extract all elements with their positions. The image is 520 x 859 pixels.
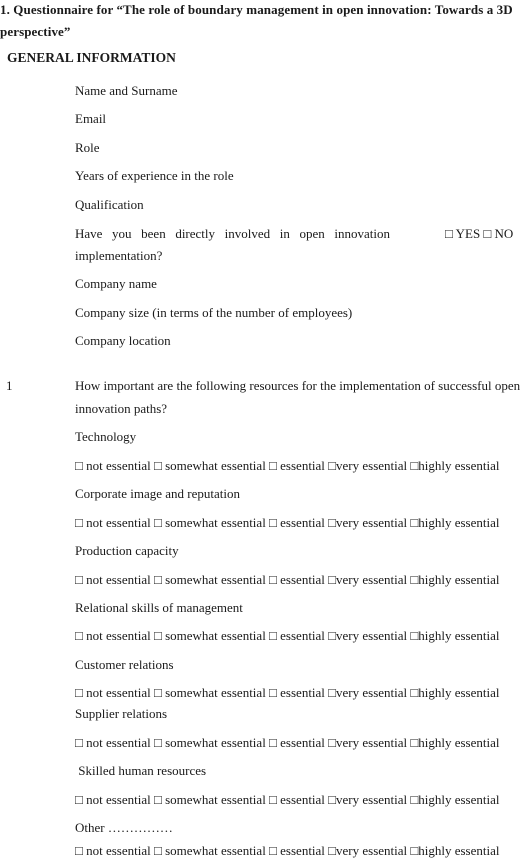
- field-years-experience: Years of experience in the role: [75, 168, 234, 183]
- field-company-size: Company size (in terms of the number of employees): [75, 305, 353, 320]
- section-heading: GENERAL INFORMATION: [7, 50, 176, 65]
- question-text-line1: How important are the following resources for the implementation of successful open: [75, 378, 520, 393]
- resource-item-relational-skills: Relational skills of management: [75, 600, 243, 615]
- question-number: 1: [6, 378, 13, 393]
- field-company-name: Company name: [75, 276, 157, 291]
- word: directly: [175, 226, 216, 241]
- field-involved-question-line1: [75, 226, 390, 242]
- rating-scale-production-capacity[interactable]: □ not essential □ somewhat essential □ essential □very essential □highly essential: [75, 572, 500, 587]
- word: innovation: [334, 226, 390, 241]
- word: in: [279, 226, 290, 241]
- field-company-location: Company location: [75, 333, 171, 348]
- resource-item-skilled-human-resources: Skilled human resources: [75, 763, 207, 778]
- rating-scale-relational-skills[interactable]: □ not essential □ somewhat essential □ essential □very essential □highly essential: [75, 628, 500, 643]
- involved-yes-no-options[interactable]: □ YES □ NO: [445, 226, 514, 241]
- question-text-line2: innovation paths?: [75, 401, 168, 416]
- rating-scale-customer-relations[interactable]: □ not essential □ somewhat essential □ essential □very essential □highly essential: [75, 685, 500, 700]
- field-name-surname: Name and Surname: [75, 83, 178, 98]
- field-role: Role: [75, 140, 100, 155]
- word: involved: [224, 226, 271, 241]
- resource-item-supplier-relations: Supplier relations: [75, 706, 168, 721]
- rating-scale-technology[interactable]: □ not essential □ somewhat essential □ essential □very essential □highly essential: [75, 458, 500, 473]
- resource-item-other: Other ……………: [75, 820, 173, 835]
- resource-item-technology: Technology: [75, 429, 137, 444]
- field-qualification: Qualification: [75, 197, 144, 212]
- rating-scale-skilled-human-resources[interactable]: □ not essential □ somewhat essential □ essential □very essential □highly essential: [75, 792, 500, 807]
- rating-scale-supplier-relations[interactable]: □ not essential □ somewhat essential □ essential □very essential □highly essential: [75, 735, 500, 750]
- rating-scale-corporate-image[interactable]: □ not essential □ somewhat essential □ essential □very essential □highly essential: [75, 515, 500, 530]
- word: you: [112, 226, 132, 241]
- rating-scale-other[interactable]: □ not essential □ somewhat essential □ essential □very essential □highly essential: [75, 843, 500, 858]
- resource-item-customer-relations: Customer relations: [75, 657, 174, 672]
- field-email: Email: [75, 111, 107, 126]
- word: been: [141, 226, 166, 241]
- document-title-line1: 1. Questionnaire for “The role of boundary management in open innovation: Towards a 3D: [0, 2, 513, 17]
- document-title-line2: perspective”: [0, 24, 71, 39]
- field-involved-question-line2: implementation?: [75, 248, 163, 263]
- resource-item-corporate-image: Corporate image and reputation: [75, 486, 240, 501]
- word: open: [299, 226, 325, 241]
- word: Have: [75, 226, 103, 241]
- resource-item-production-capacity: Production capacity: [75, 543, 179, 558]
